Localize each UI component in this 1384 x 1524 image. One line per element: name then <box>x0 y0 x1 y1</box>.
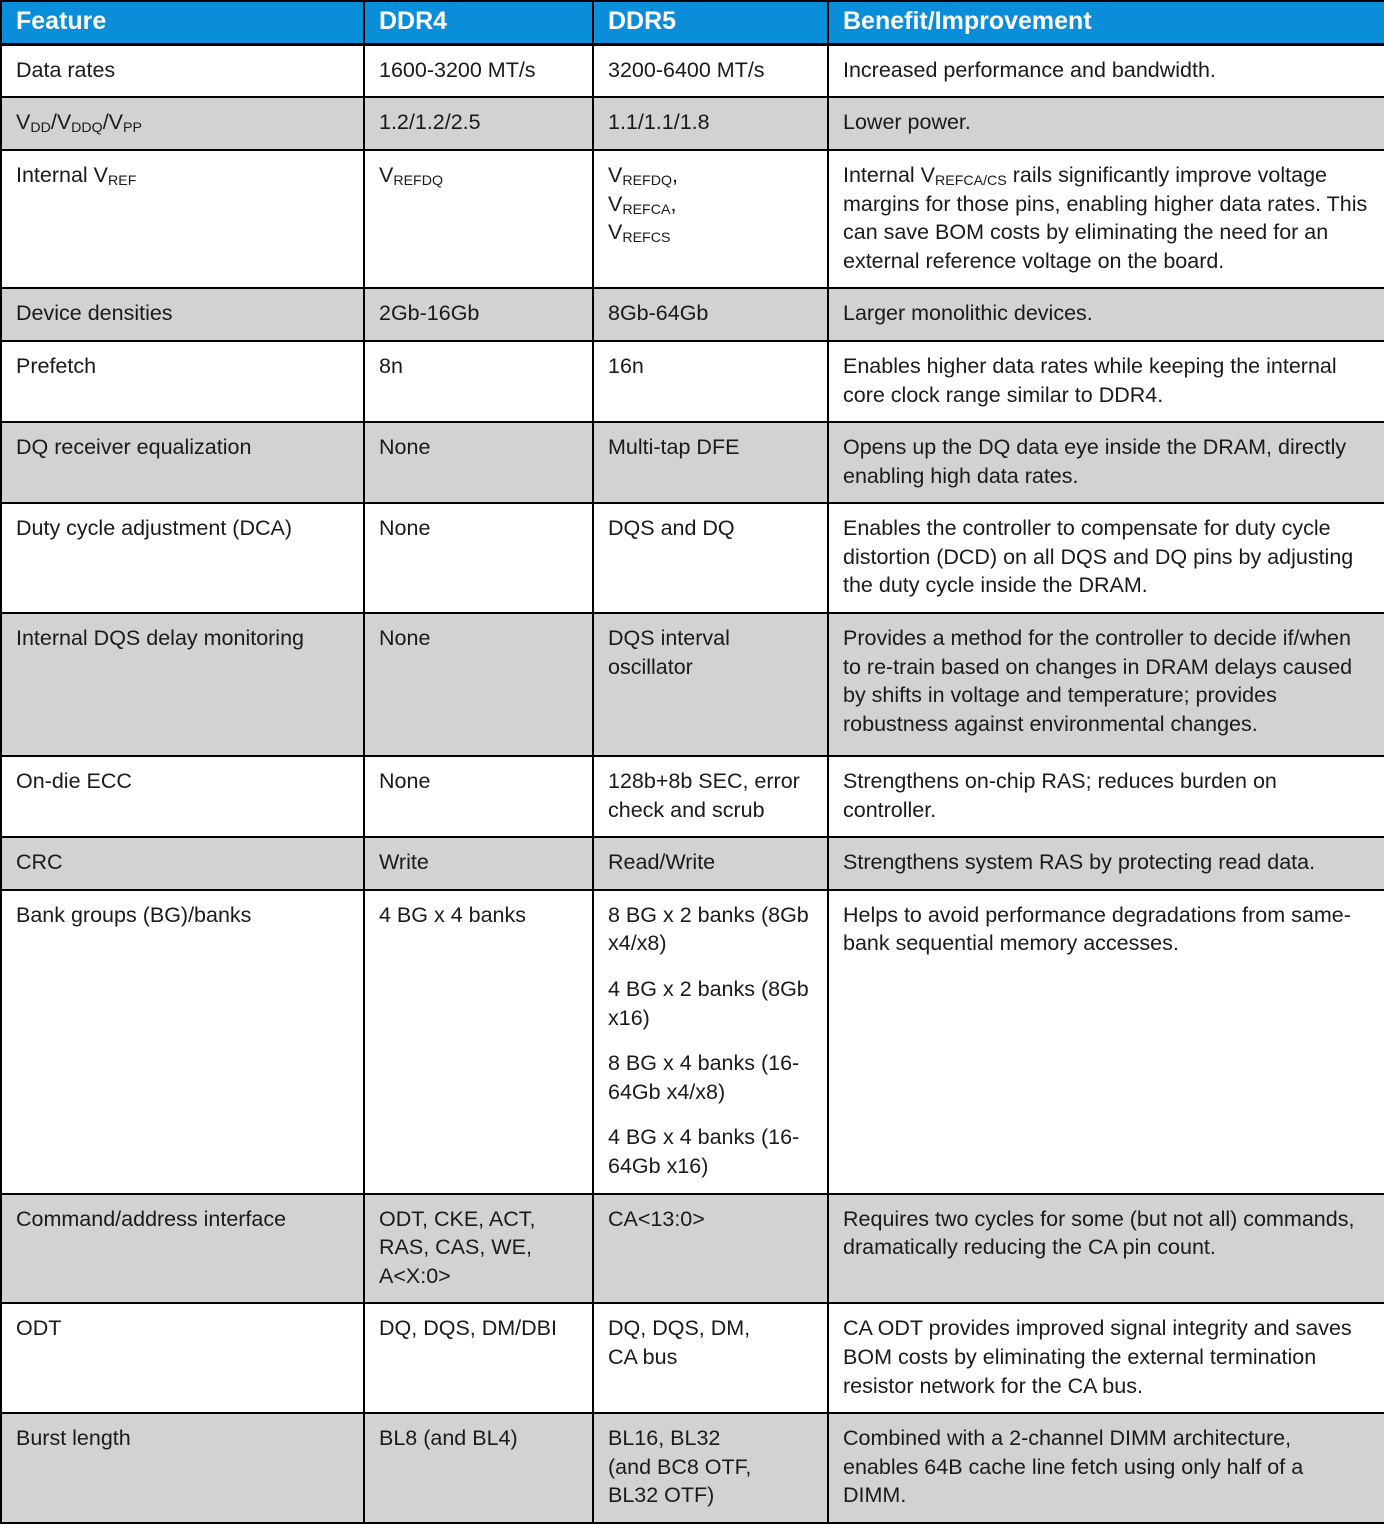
table-row <box>1 1194 1384 1304</box>
cell-text: DQ receiver equalization <box>16 435 252 460</box>
cell-feature <box>1 613 364 756</box>
cell-text: ODT, CKE, ACT, RAS, CAS, WE, A<X:0> <box>379 1206 536 1288</box>
cell-ddr5 <box>593 150 828 288</box>
cell-text: Internal DQS delay monitoring <box>16 626 305 651</box>
cell-feature <box>1 97 364 150</box>
cell-text: None <box>379 435 431 460</box>
cell-text: DQ, DQS, DM/DBI <box>379 1316 557 1341</box>
table-row <box>1 341 1384 422</box>
cell-text: Data rates <box>16 57 116 82</box>
cell-feature <box>1 1303 364 1413</box>
table-header <box>1 1 1384 44</box>
cell-text: 1.1/1.1/1.8 <box>608 110 710 135</box>
cell-text: $V_{REFDQ}$, $V_{REFCA}$, $V_{REFCS}$ <box>608 162 678 247</box>
cell-ddr5 <box>593 756 828 837</box>
cell-text: 8n <box>379 353 403 378</box>
cell-ddr5 <box>593 44 828 97</box>
header-row <box>1 1 1384 44</box>
cell-text: Internal $V_{REFCA/CS}$ rails significantly improve voltage margins for those pins, enabling higher data rates. This can save BOM costs by eliminating the need for an external reference voltage on the board. <box>843 162 1368 273</box>
cell-ddr5 <box>593 890 828 1194</box>
table-row <box>1 288 1384 341</box>
cell-feature <box>1 150 364 288</box>
cell-benefit <box>828 422 1384 503</box>
cell-feature <box>1 837 364 890</box>
cell-text: DQ, DQS, DM, CA bus <box>608 1316 751 1369</box>
cell-ddr4 <box>364 1413 593 1523</box>
cell-text: None <box>379 516 431 541</box>
cell-benefit <box>828 1413 1384 1523</box>
table-row <box>1 756 1384 837</box>
cell-text: $V_{REFDQ}$ <box>379 162 443 190</box>
cell-feature <box>1 890 364 1194</box>
cell-benefit <box>828 1194 1384 1304</box>
column-header-feature: Feature <box>1 1 364 44</box>
cell-text: 4 BG x 4 banks <box>379 902 526 927</box>
cell-text: Lower power. <box>843 110 971 135</box>
table-row <box>1 837 1384 890</box>
table-row <box>1 150 1384 288</box>
cell-text: CA ODT provides improved signal integrity and saves BOM costs by eliminating the external termination resistor network for the CA bus. <box>843 1316 1352 1398</box>
cell-ddr5 <box>593 1413 828 1523</box>
cell-feature <box>1 756 364 837</box>
cell-feature <box>1 422 364 503</box>
table-row <box>1 890 1384 1194</box>
cell-text: Combined with a 2-channel DIMM architecture, enables 64B cache line fetch using only half of a DIMM. <box>843 1426 1304 1508</box>
cell-text: Bank groups (BG)/banks <box>16 902 252 927</box>
cell-benefit <box>828 503 1384 613</box>
cell-text: On-die ECC <box>16 769 132 794</box>
cell-text: Burst length <box>16 1426 131 1451</box>
cell-benefit <box>828 288 1384 341</box>
cell-text: ODT <box>16 1316 62 1341</box>
cell-ddr5 <box>593 341 828 422</box>
cell-benefit <box>828 97 1384 150</box>
cell-text: BL16, BL32 (and BC8 OTF, BL32 OTF) <box>608 1426 752 1508</box>
cell-text: $V_{DD}/V_{DDQ}/V_{PP}$ <box>16 110 142 137</box>
cell-text: Command/address interface <box>16 1206 287 1231</box>
cell-feature <box>1 288 364 341</box>
cell-text: CA<13:0> <box>608 1206 705 1231</box>
cell-text: DQS interval oscillator <box>608 626 730 679</box>
cell-paragraph: 8 BG x 4 banks (16-64Gb x4/x8) <box>608 1051 800 1104</box>
table-row <box>1 503 1384 613</box>
cell-ddr4 <box>364 756 593 837</box>
cell-ddr4 <box>364 613 593 756</box>
cell-text: 3200-6400 MT/s <box>608 57 765 82</box>
cell-feature <box>1 503 364 613</box>
cell-ddr5 <box>593 613 828 756</box>
table-row <box>1 1303 1384 1413</box>
cell-text: Opens up the DQ data eye inside the DRAM, directly enabling high data rates. <box>843 435 1347 488</box>
column-header-benefit: Benefit/Improvement <box>828 1 1384 44</box>
cell-ddr4 <box>364 890 593 1194</box>
cell-ddr4 <box>364 422 593 503</box>
cell-ddr4 <box>364 1303 593 1413</box>
cell-text: 8Gb-64Gb <box>608 301 709 326</box>
cell-paragraph: 4 BG x 2 banks (8Gb x16) <box>608 977 809 1030</box>
cell-ddr5 <box>593 288 828 341</box>
cell-ddr4 <box>364 150 593 288</box>
cell-paragraph: 4 BG x 4 banks (16-64Gb x16) <box>608 1125 800 1178</box>
cell-ddr5 <box>593 503 828 613</box>
cell-ddr5 <box>593 1303 828 1413</box>
cell-benefit <box>828 44 1384 97</box>
cell-text: CRC <box>16 850 63 875</box>
cell-ddr4 <box>364 288 593 341</box>
cell-text: Strengthens on-chip RAS; reduces burden on controller. <box>843 769 1277 822</box>
cell-benefit <box>828 756 1384 837</box>
cell-text: Enables the controller to compensate for duty cycle distortion (DCD) on all DQS and DQ pins by adjusting the duty cycle inside the DRAM. <box>843 516 1354 598</box>
cell-benefit <box>828 341 1384 422</box>
cell-text: 16n <box>608 353 644 378</box>
cell-text: Read/Write <box>608 850 716 875</box>
cell-ddr4 <box>364 503 593 613</box>
table-row <box>1 1413 1384 1523</box>
table-row <box>1 44 1384 97</box>
cell-ddr4 <box>364 341 593 422</box>
cell-ddr5 <box>593 837 828 890</box>
cell-feature <box>1 1413 364 1523</box>
column-header-ddr4: DDR4 <box>364 1 593 44</box>
table-row <box>1 422 1384 503</box>
table-row <box>1 613 1384 756</box>
cell-paragraph: 8 BG x 2 banks (8Gb x4/x8) <box>608 902 809 956</box>
cell-ddr5 <box>593 1194 828 1304</box>
cell-benefit <box>828 837 1384 890</box>
cell-text: 128b+8b SEC, error check and scrub <box>608 769 800 822</box>
cell-benefit <box>828 150 1384 288</box>
cell-ddr4 <box>364 837 593 890</box>
cell-text: Multi-tap DFE <box>608 435 740 460</box>
cell-text: Increased performance and bandwidth. <box>843 57 1216 82</box>
cell-text: Strengthens system RAS by protecting read data. <box>843 850 1316 875</box>
cell-text: Larger monolithic devices. <box>843 301 1093 326</box>
column-header-ddr5: DDR5 <box>593 1 828 44</box>
cell-ddr4 <box>364 1194 593 1304</box>
cell-feature <box>1 1194 364 1304</box>
cell-text: None <box>379 626 431 651</box>
cell-benefit <box>828 1303 1384 1413</box>
cell-text: 1600-3200 MT/s <box>379 57 536 82</box>
cell-feature <box>1 44 364 97</box>
cell-ddr5 <box>593 97 828 150</box>
cell-text: Internal $V_{REF}$ <box>16 162 137 190</box>
cell-text: Prefetch <box>16 353 97 378</box>
cell-text: None <box>379 769 431 794</box>
cell-ddr4 <box>364 97 593 150</box>
table-row <box>1 97 1384 150</box>
cell-feature <box>1 341 364 422</box>
cell-text: Requires two cycles for some (but not all) commands, dramatically reducing the CA pin count. <box>843 1206 1355 1260</box>
cell-text: Device densities <box>16 301 173 326</box>
cell-ddr5 <box>593 422 828 503</box>
cell-text: Duty cycle adjustment (DCA) <box>16 516 292 541</box>
cell-text: 2Gb-16Gb <box>379 301 480 326</box>
cell-text: 1.2/1.2/2.5 <box>379 110 481 135</box>
cell-benefit <box>828 890 1384 1194</box>
table-body <box>1 44 1384 1523</box>
cell-text: Provides a method for the controller to decide if/when to re-train based on changes in DRAM delays caused by shifts in voltage and temperature; provides robustness against environmental changes. <box>843 626 1353 736</box>
cell-text: Write <box>379 850 429 875</box>
cell-benefit <box>828 613 1384 756</box>
cell-text: Enables higher data rates while keeping the internal core clock range similar to DDR4. <box>843 353 1337 407</box>
cell-ddr4 <box>364 44 593 97</box>
cell-text: Helps to avoid performance degradations from same-bank sequential memory accesses. <box>843 902 1351 956</box>
cell-text: DQS and DQ <box>608 516 735 541</box>
cell-text: BL8 (and BL4) <box>379 1426 518 1451</box>
